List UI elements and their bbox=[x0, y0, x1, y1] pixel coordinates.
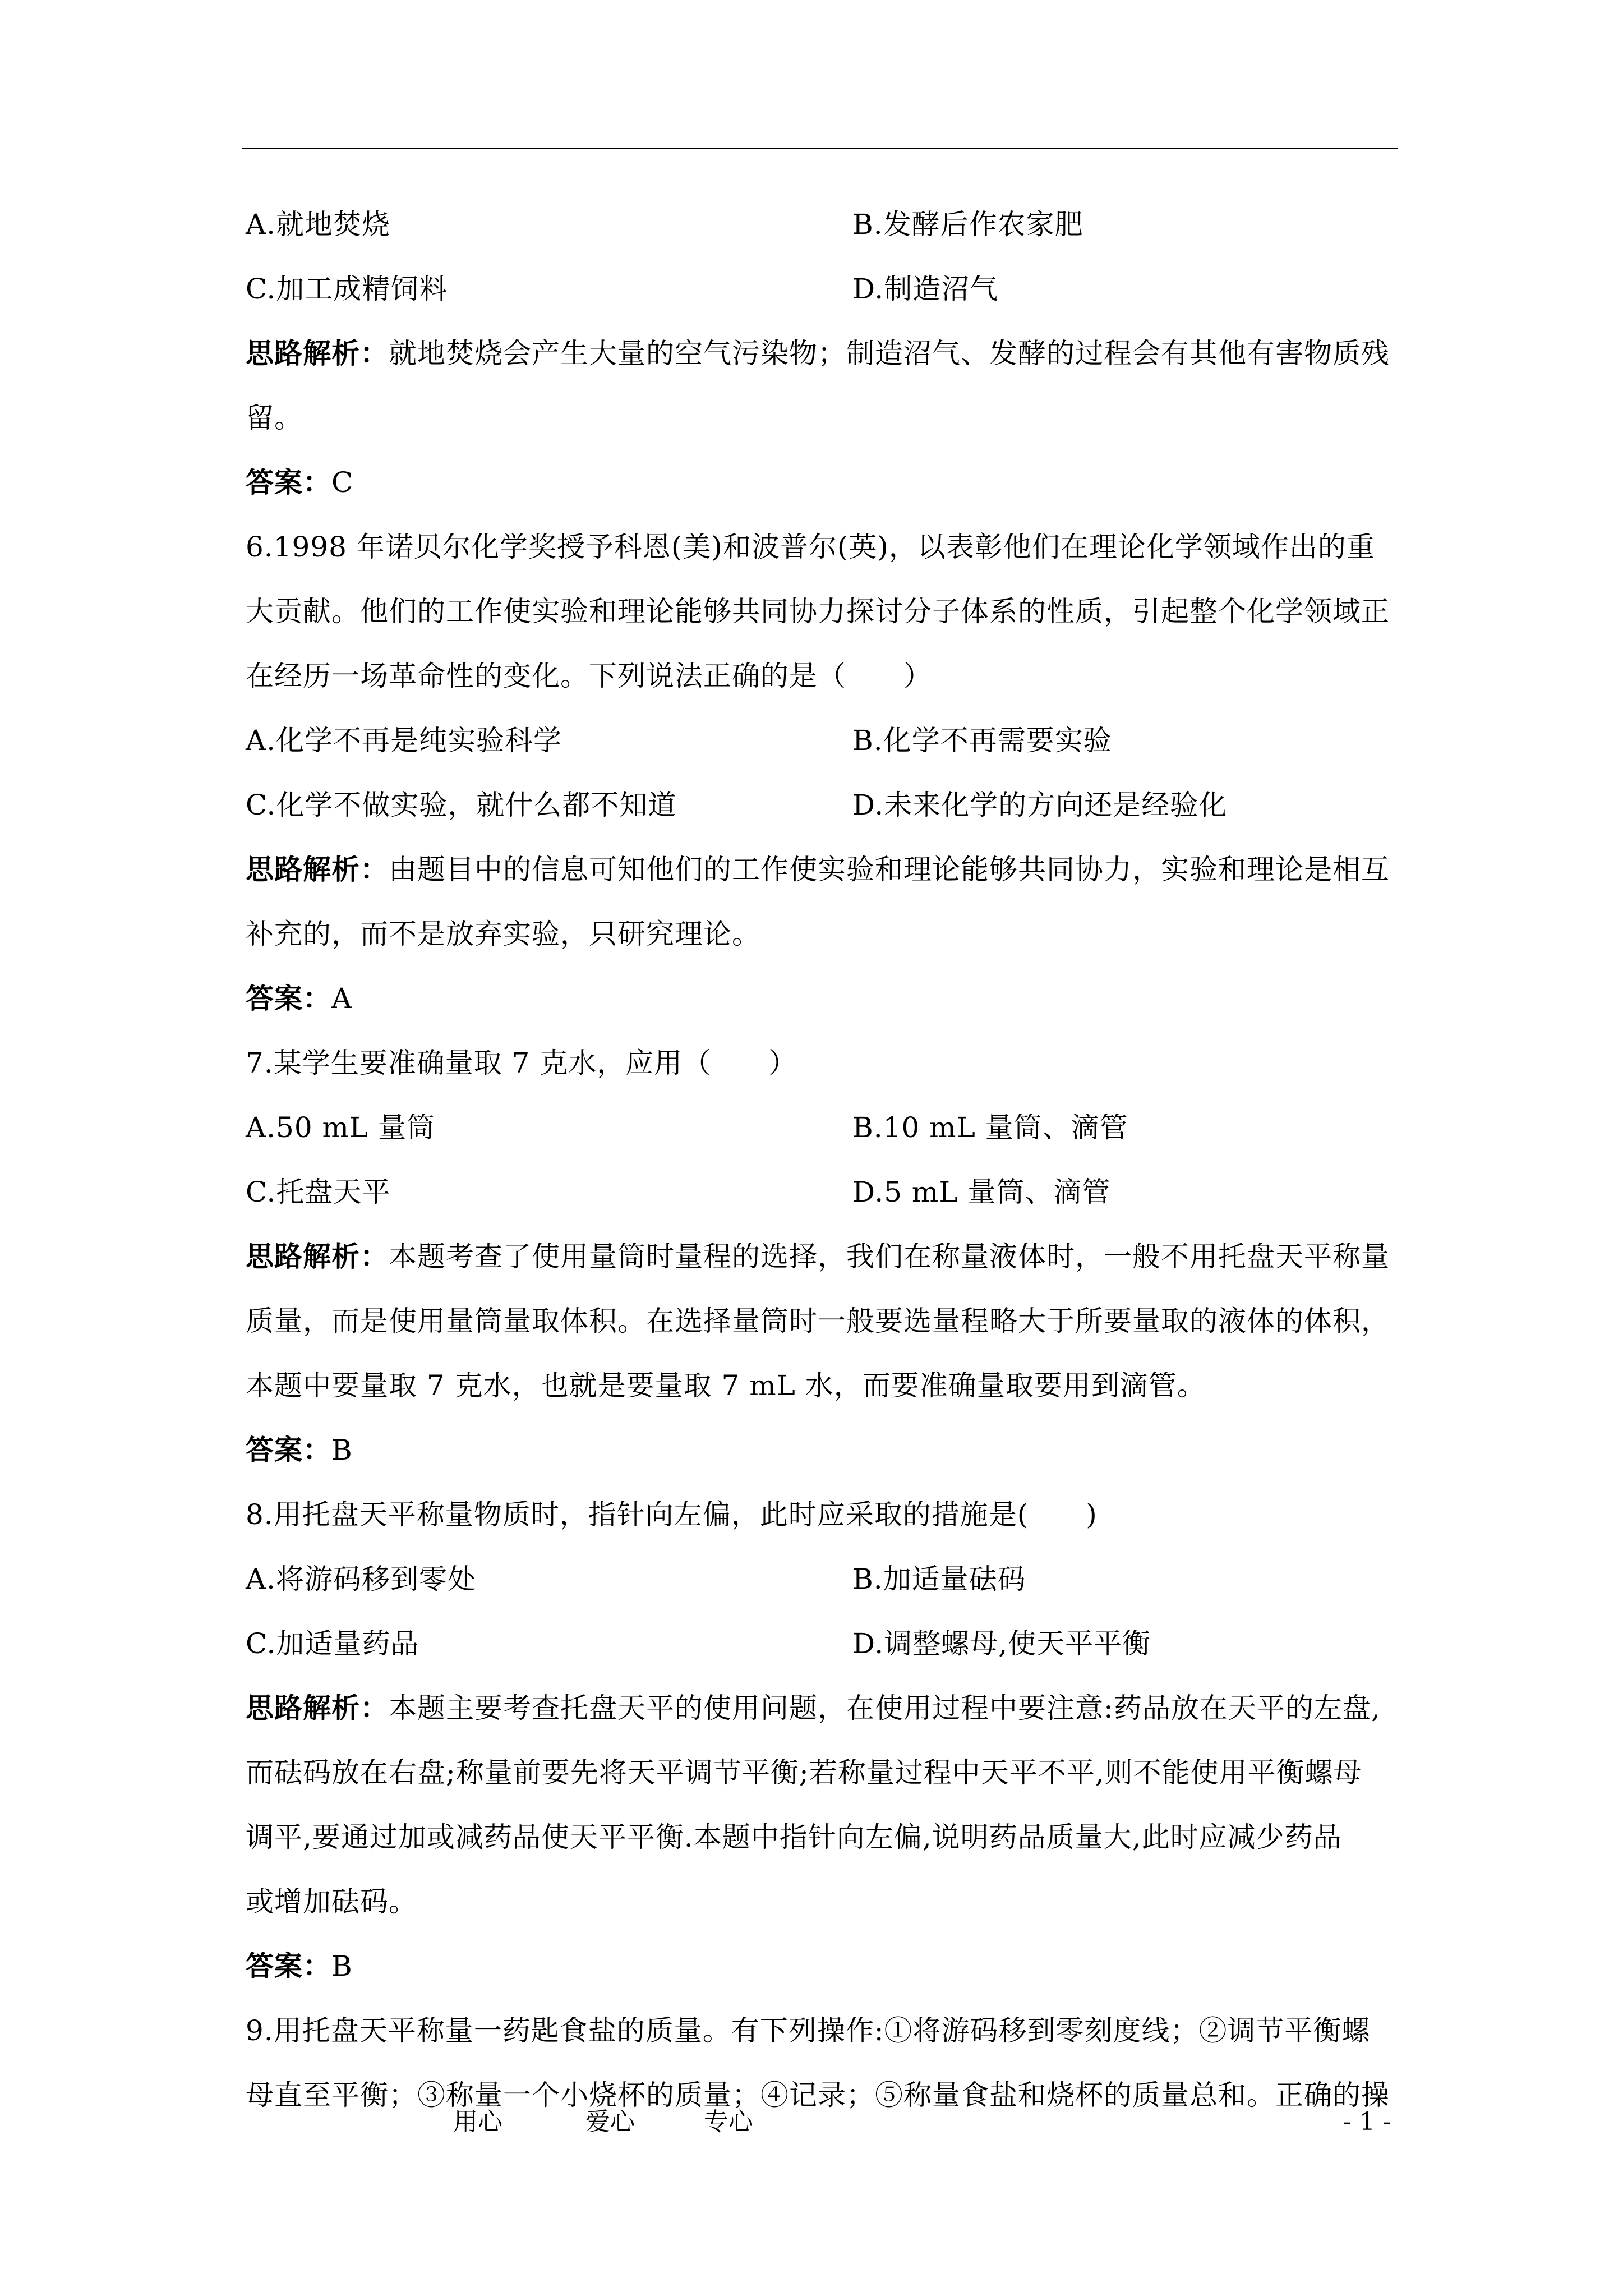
q6-stem-1-text: 6.1998 年诺贝尔化学奖授予科恩(美)和波普尔(英)，以表彰他们在理论化学领域作出的重 bbox=[246, 531, 1375, 563]
q9-stem-1 bbox=[246, 2014, 1371, 2047]
q7-option-c bbox=[246, 1175, 390, 1209]
q6-option-b-text: B.化学不再需要实验 bbox=[852, 724, 1112, 757]
q6-answer-label: 答案： bbox=[246, 982, 331, 1015]
q7-stem-text: 7.某学生要准确量取 7 克水，应用（ ） bbox=[246, 1047, 797, 1079]
q7-option-b bbox=[852, 1111, 1128, 1144]
q7-option-a-text: A.50 mL 量筒 bbox=[246, 1111, 436, 1144]
q6-stem-2-text: 大贡献。他们的工作使实验和理论能够共同协力探讨分子体系的性质，引起整个化学领域正 bbox=[246, 595, 1390, 628]
q8-option-a bbox=[246, 1562, 476, 1596]
q8-answer-text: B bbox=[331, 1950, 353, 1982]
q7-option-d bbox=[852, 1175, 1110, 1209]
q5-analysis-1-label: 思路解析： bbox=[246, 337, 389, 370]
q7-stem bbox=[246, 1046, 797, 1080]
q8-analysis-3-text: 调平,要通过加或减药品使天平平衡.本题中指针向左偏,说明药品质量大,此时应减少药品 bbox=[246, 1821, 1342, 1853]
q6-stem-3-text: 在经历一场革命性的变化。下列说法正确的是（ ） bbox=[246, 660, 932, 692]
q8-stem bbox=[246, 1498, 1098, 1531]
q7-option-d-text: D.5 mL 量筒、滴管 bbox=[852, 1176, 1111, 1208]
q6-analysis-1-text: 由题目中的信息可知他们的工作使实验和理论能够共同协力，实验和理论是相互 bbox=[389, 853, 1390, 886]
q6-option-c-text: C.化学不做实验，就什么都不知道 bbox=[246, 789, 677, 821]
q8-stem-text: 8.用托盘天平称量物质时，指针向左偏，此时应采取的措施是( ) bbox=[246, 1498, 1098, 1531]
q6-option-a-text: A.化学不再是纯实验科学 bbox=[246, 724, 562, 757]
q5-analysis-2 bbox=[246, 401, 303, 435]
q7-option-c-text: C.托盘天平 bbox=[246, 1176, 391, 1208]
q8-analysis-1 bbox=[246, 1691, 1381, 1725]
q7-analysis-1-label: 思路解析： bbox=[246, 1240, 389, 1273]
q8-analysis-4-text: 或增加砝码。 bbox=[246, 1885, 417, 1918]
q7-analysis-3 bbox=[246, 1369, 1206, 1402]
q8-option-b-text: B.加适量砝码 bbox=[852, 1563, 1026, 1595]
q7-answer-text: B bbox=[331, 1434, 353, 1466]
q5-option-b bbox=[852, 208, 1083, 241]
q6-option-a bbox=[246, 724, 562, 757]
q5-answer-label: 答案： bbox=[246, 466, 331, 499]
q5-analysis-1-text: 就地焚烧会产生大量的空气污染物；制造沼气、发酵的过程会有其他有害物质残 bbox=[389, 337, 1390, 370]
q8-option-d bbox=[852, 1627, 1151, 1660]
q6-option-d bbox=[852, 788, 1227, 822]
q5-option-d bbox=[852, 272, 998, 306]
q6-analysis-1 bbox=[246, 853, 1390, 886]
q5-option-c-text: C.加工成精饲料 bbox=[246, 273, 448, 305]
q5-answer bbox=[246, 466, 353, 499]
q9-stem-2 bbox=[246, 2078, 1390, 2112]
q6-analysis-1-label: 思路解析： bbox=[246, 853, 389, 886]
q5-option-a-text: A.就地焚烧 bbox=[246, 208, 391, 241]
q8-analysis-1-text: 本题主要考查托盘天平的使用问题，在使用过程中要注意:药品放在天平的左盘, bbox=[389, 1692, 1381, 1724]
q6-analysis-2-text: 补充的，而不是放弃实验，只研究理论。 bbox=[246, 918, 760, 950]
q7-analysis-1 bbox=[246, 1240, 1390, 1273]
footer-slogan-1: 用心 bbox=[453, 2108, 502, 2136]
q6-stem-3 bbox=[246, 659, 932, 693]
q8-analysis-4 bbox=[246, 1885, 417, 1918]
q7-analysis-3-text: 本题中要量取 7 克水，也就是要量取 7 mL 水，而要准确量取要用到滴管。 bbox=[246, 1369, 1206, 1402]
q7-answer-label: 答案： bbox=[246, 1433, 331, 1466]
q7-analysis-2 bbox=[246, 1304, 1390, 1338]
q8-analysis-3 bbox=[246, 1820, 1342, 1854]
q8-answer bbox=[246, 1949, 353, 1983]
q7-analysis-2-text: 质量，而是使用量筒量取体积。在选择量筒时一般要选量程略大于所要量取的液体的体积， bbox=[246, 1305, 1390, 1337]
q8-analysis-2-text: 而砝码放在右盘;称量前要先将天平调节平衡;若称量过程中天平不平,则不能使用平衡螺母 bbox=[246, 1756, 1362, 1789]
q5-option-a bbox=[246, 208, 390, 241]
q8-analysis-2 bbox=[246, 1756, 1362, 1789]
q7-option-b-text: B.10 mL 量筒、滴管 bbox=[852, 1111, 1128, 1144]
q9-stem-2-text: 母直至平衡；③称量一个小烧杯的质量；④记录；⑤称量食盐和烧杯的质量总和。正确的操 bbox=[246, 2079, 1390, 2111]
header-rule bbox=[242, 148, 1398, 149]
q6-option-d-text: D.未来化学的方向还是经验化 bbox=[852, 789, 1228, 821]
q8-answer-label: 答案： bbox=[246, 1949, 331, 1982]
footer-slogan-3: 专心 bbox=[704, 2108, 753, 2136]
q6-answer bbox=[246, 982, 352, 1015]
q7-option-a bbox=[246, 1111, 435, 1144]
q8-option-c-text: C.加适量药品 bbox=[246, 1627, 419, 1660]
q8-option-b bbox=[852, 1562, 1026, 1596]
q5-option-c bbox=[246, 272, 448, 306]
q9-stem-1-text: 9.用托盘天平称量一药匙食盐的质量。有下列操作:①将游码移到零刻度线；②调节平衡螺 bbox=[246, 2014, 1371, 2047]
q6-answer-text: A bbox=[331, 982, 353, 1015]
q8-option-a-text: A.将游码移到零处 bbox=[246, 1563, 477, 1595]
q7-answer bbox=[246, 1433, 353, 1467]
q6-stem-2 bbox=[246, 595, 1390, 628]
q6-stem-1 bbox=[246, 530, 1375, 564]
q5-option-b-text: B.发酵后作农家肥 bbox=[852, 208, 1083, 241]
footer-slogan-2: 爱心 bbox=[585, 2108, 635, 2136]
q5-analysis-1 bbox=[246, 337, 1390, 370]
q8-option-c bbox=[246, 1627, 419, 1660]
q5-option-d-text: D.制造沼气 bbox=[852, 273, 999, 305]
q5-analysis-2-text: 留。 bbox=[246, 402, 303, 434]
q6-analysis-2 bbox=[246, 917, 760, 951]
q8-analysis-1-label: 思路解析： bbox=[246, 1691, 389, 1724]
q8-option-d-text: D.调整螺母,使天平平衡 bbox=[852, 1627, 1151, 1660]
page-number: - 1 - bbox=[1343, 2108, 1391, 2136]
q5-answer-text: C bbox=[331, 466, 354, 499]
q7-analysis-1-text: 本题考查了使用量筒时量程的选择，我们在称量液体时，一般不用托盘天平称量 bbox=[389, 1240, 1390, 1273]
q6-option-b bbox=[852, 724, 1112, 757]
q6-option-c bbox=[246, 788, 676, 822]
